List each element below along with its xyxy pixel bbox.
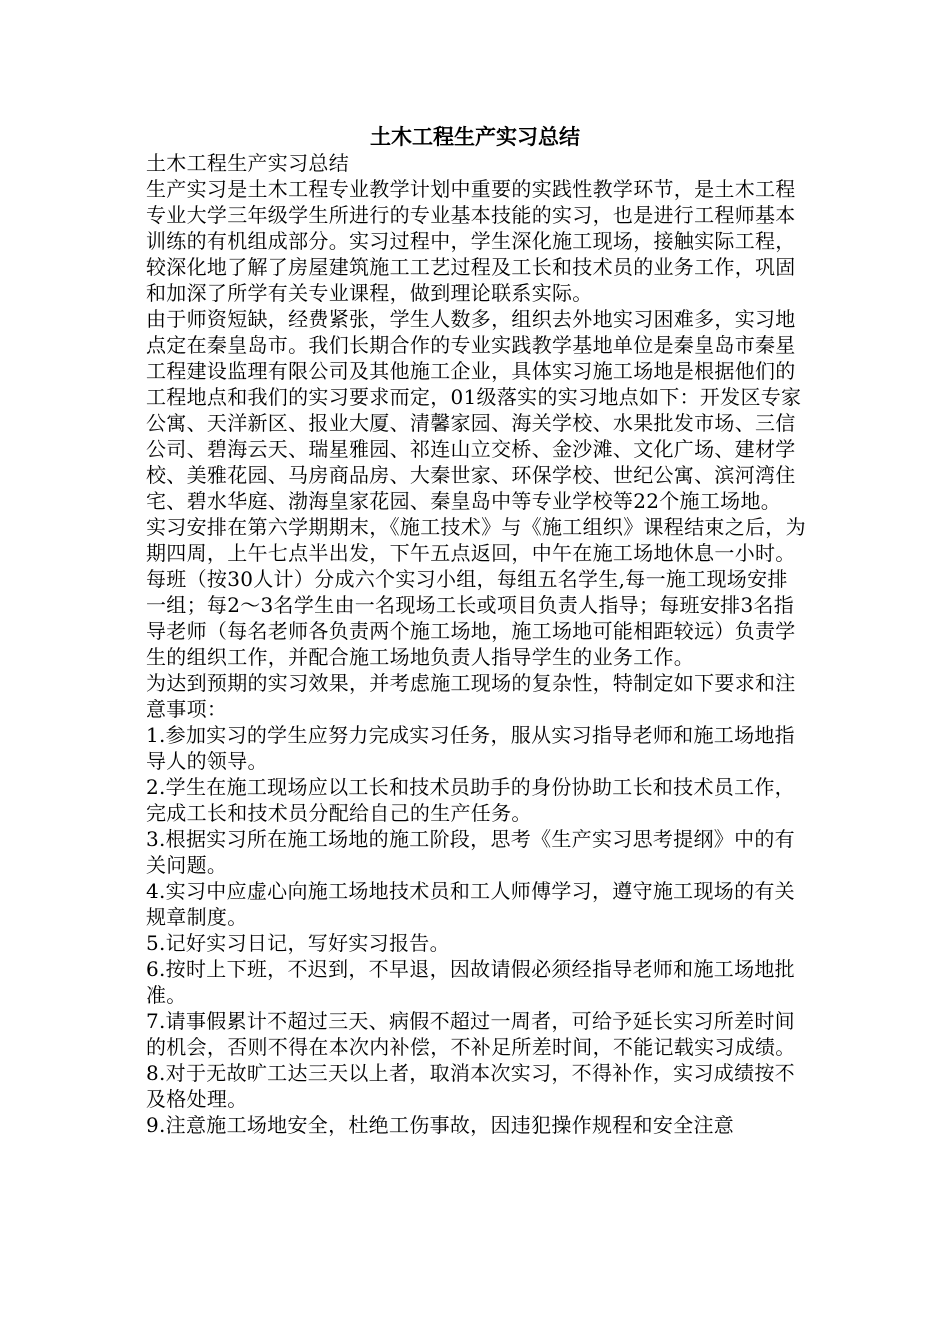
requirement-item-1: 1.参加实习的学生应努力完成实习任务，服从实习指导老师和施工场地指导人的领导。 xyxy=(146,723,795,773)
requirement-item-9: 9.注意施工场地安全，杜绝工伤事故，因违犯操作规程和安全注意 xyxy=(146,1113,735,1137)
requirement-item-4: 4.实习中应虚心向施工场地技术员和工人师傅学习，遵守施工现场的有关规章制度。 xyxy=(146,879,795,929)
document-body xyxy=(146,150,806,1138)
paragraph-requirements-intro: 为达到预期的实习效果，并考虑施工现场的复杂性，特制定如下要求和注意事项： xyxy=(146,671,796,721)
requirement-item-8: 8.对于无故旷工达三天以上者，取消本次实习，不得补作，实习成绩按不及格处理。 xyxy=(146,1061,795,1111)
paragraph-locations: 由于师资短缺，经费紧张，学生人数多，组织去外地实习困难多，实习地点定在秦皇岛市。我们长期合作的专业实践教学基地单位是秦皇岛市秦星工程建设监理有限公司及其他施工企业，具体实习施工场地是根据他们的工程地点和我们的实习要求而定，01级落实的实习地点如下：开发区专家公寓、天洋新区、报业大厦、清馨家园、海关学校、水果批发市场、三信公司、碧海云天、瑞星雅园、祁连山立交桥、金沙滩、文化广场、建材学校、美雅花园、马房商品房、大秦世家、环保学校、世纪公寓、滨河湾住宅、碧水华庭、渤海皇家花园、秦皇岛中等专业学校等22个施工场地。 xyxy=(146,307,802,513)
paragraph-groups: 每班（按30人计）分成六个实习小组，每组五名学生,每一施工现场安排一组；每2～3名学生由一名现场工长或项目负责人指导；每班安排3名指导老师（每名老师各负责两个施工场地，施工场地可能相距较远）负责学生的组织工作，并配合施工场地负责人指导学生的业务工作。 xyxy=(146,567,796,669)
requirement-item-5: 5.记好实习日记，写好实习报告。 xyxy=(146,931,450,955)
document-title: 土木工程生产实习总结 xyxy=(370,125,580,149)
requirement-item-2: 2.学生在施工现场应以工长和技术员助手的身份协助工长和技术员工作，完成工长和技术员分配给自己的生产任务。 xyxy=(146,775,795,825)
paragraph-subtitle: 土木工程生产实习总结 xyxy=(146,151,349,175)
paragraph-schedule: 实习安排在第六学期期末，《施工技术》与《施工组织》课程结束之后，为期四周，上午七点半出发，下午五点返回，中午在施工场地休息一小时。 xyxy=(146,515,806,565)
requirement-item-7: 7.请事假累计不超过三天、病假不超过一周者，可给予延长实习所差时间的机会，否则不得在本次内补偿，不补足所差时间，不能记载实习成绩。 xyxy=(146,1009,796,1059)
paragraph-intro: 生产实习是土木工程专业教学计划中重要的实践性教学环节，是土木工程专业大学三年级学生所进行的专业基本技能的实习，也是进行工程师基本训练的有机组成部分。实习过程中，学生深化施工现场，接触实际工程，较深化地了解了房屋建筑施工工艺过程及工长和技术员的业务工作，巩固和加深了所学有关专业课程，做到理论联系实际。 xyxy=(146,177,796,305)
requirement-item-6: 6.按时上下班，不迟到，不早退，因故请假必须经指导老师和施工场地批准。 xyxy=(146,957,795,1007)
requirement-item-3: 3.根据实习所在施工场地的施工阶段，思考《生产实习思考提纲》中的有关问题。 xyxy=(146,827,795,877)
